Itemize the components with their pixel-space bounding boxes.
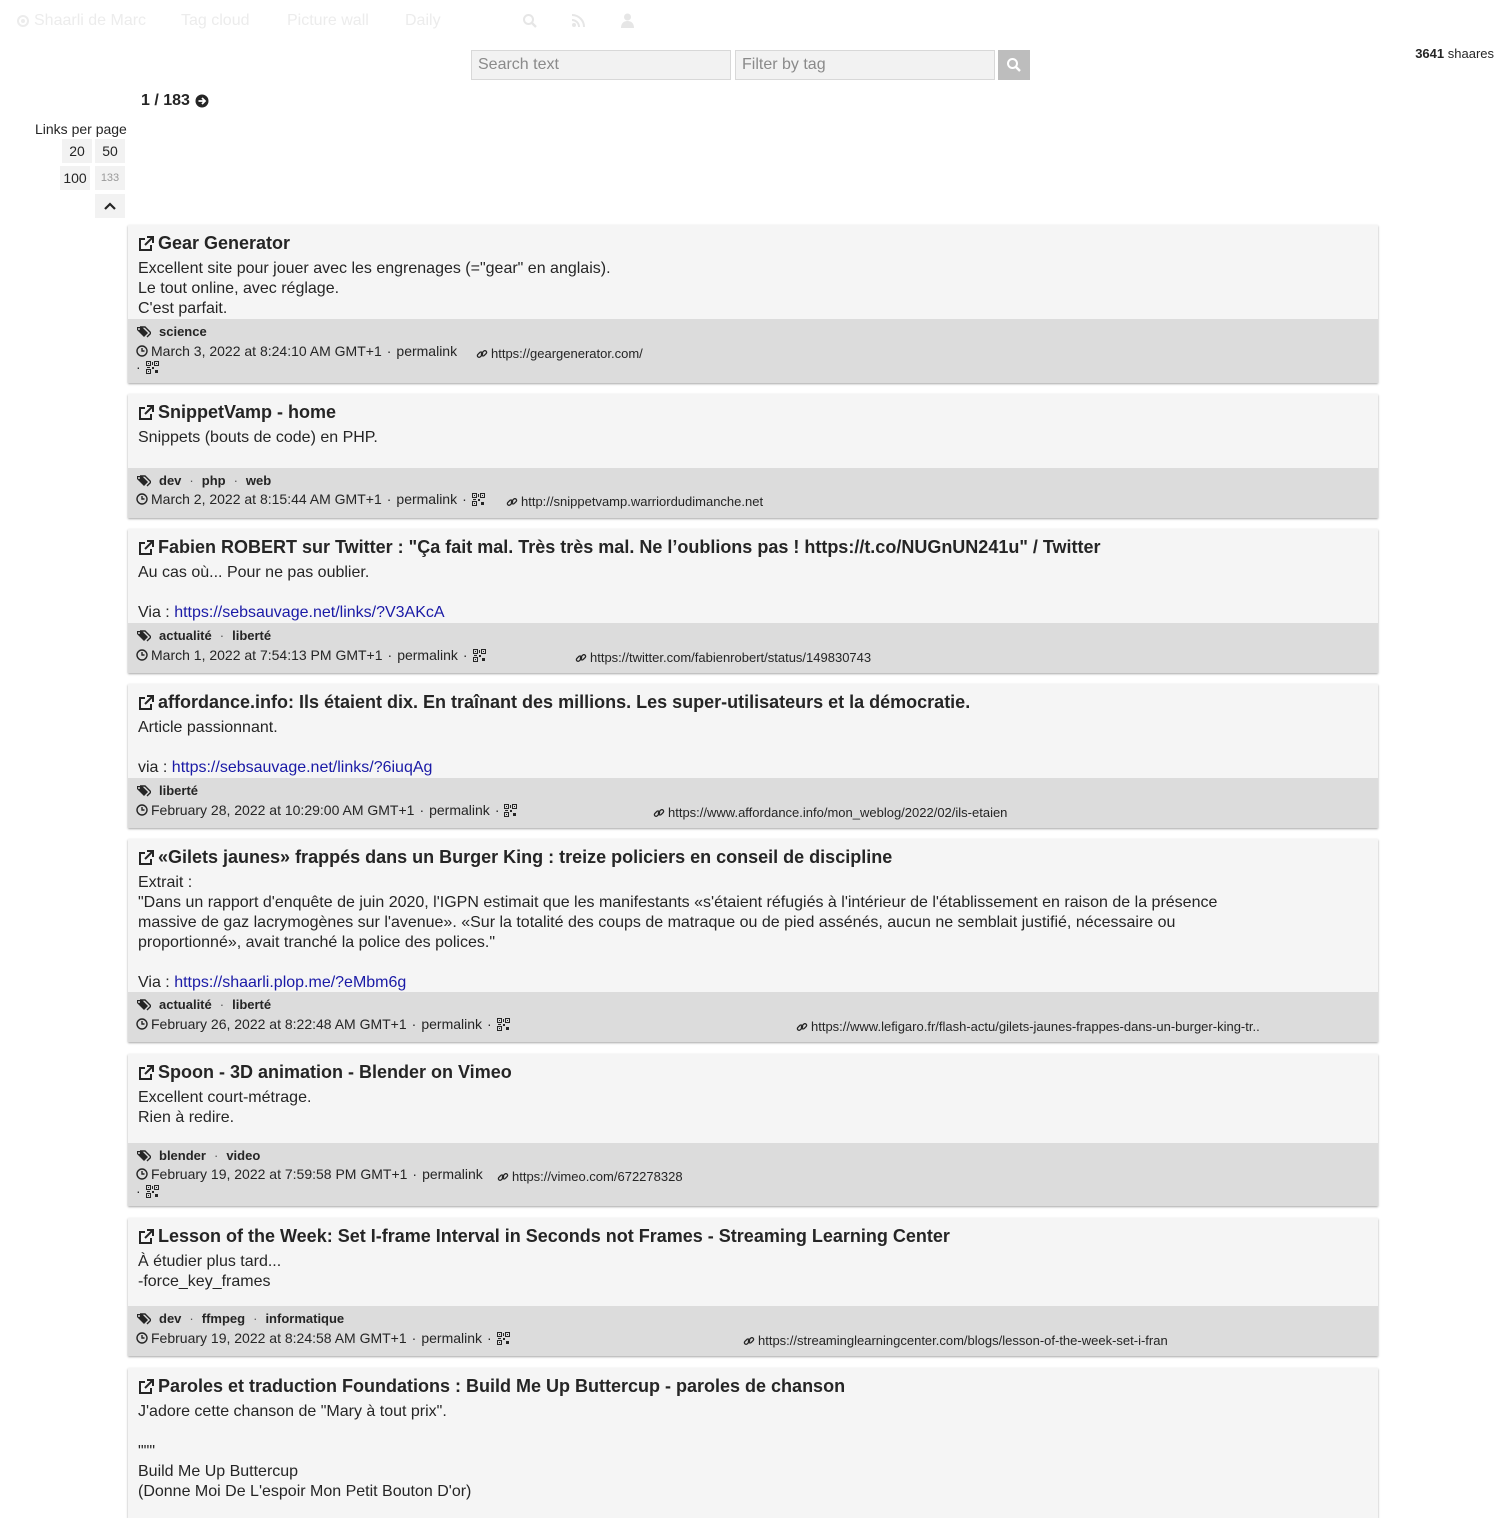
search-icon: [1006, 57, 1022, 73]
link-meta: [136, 1166, 483, 1182]
tag-separator: ·: [219, 997, 225, 1012]
link-footer: [128, 1306, 1378, 1356]
link-url-text[interactable]: https://geargenerator.com/: [491, 346, 643, 361]
tag-separator: ·: [253, 1311, 258, 1326]
link-url-text[interactable]: https://twitter.com/fabienrobert/status/149830743: [590, 650, 872, 665]
link-title[interactable]: [138, 537, 1101, 558]
tag-separator: ·: [189, 1311, 194, 1326]
shaare-count: [1415, 46, 1494, 61]
links-per-page-label: Links per page: [35, 121, 127, 137]
link-footer: [128, 319, 1378, 383]
description-line: [138, 738, 1238, 758]
tag-list: [136, 997, 271, 1012]
external-link-icon: [138, 405, 154, 421]
link-icon: [743, 1335, 755, 1347]
description-line: J'adore cette chanson de "Mary à tout prix".: [138, 1403, 447, 1420]
link-url[interactable]: [796, 1019, 1260, 1034]
via-label: Via :: [138, 974, 170, 991]
tag-icon: [136, 785, 151, 797]
meta-separator: ·: [462, 491, 467, 507]
link-description: [138, 1402, 1238, 1502]
link-description: [138, 428, 1238, 448]
qrcode-icon[interactable]: [473, 649, 486, 662]
tag-link[interactable]: actualité: [159, 628, 212, 643]
description-line: À étudier plus tard...: [138, 1253, 282, 1270]
link-card: [128, 1054, 1378, 1206]
meta-separator: ·: [411, 1330, 417, 1346]
link-url[interactable]: [743, 1333, 1168, 1348]
meta-separator: ·: [386, 343, 392, 359]
search-icon[interactable]: [522, 13, 538, 29]
chevron-up-icon: [104, 202, 116, 210]
description-line: (Donne Moi De L'espoir Mon Petit Bouton D'or): [138, 1483, 472, 1500]
qrcode-row: [136, 359, 159, 375]
nav-picture-wall[interactable]: Picture wall: [287, 12, 369, 29]
description-line: [138, 953, 1238, 973]
link-url[interactable]: [497, 1169, 683, 1184]
link-date: February 19, 2022 at 7:59:58 PM GMT+1: [151, 1166, 408, 1182]
tag-list: [136, 783, 198, 798]
link-card: [128, 1218, 1378, 1356]
link-card: [128, 839, 1378, 1042]
meta-separator: ·: [487, 1016, 492, 1032]
link-footer: [128, 778, 1378, 828]
description-line: "Dans un rapport d'enquête de juin 2020, l'IGPN estimait que les manifestants «s'étaient réfugiés à l'intérieur de l'établissement en raison de la présence: [138, 894, 1218, 911]
via-label: Via :: [138, 604, 170, 621]
via-link[interactable]: https://shaarli.plop.me/?eMbm6g: [174, 974, 407, 991]
link-date: March 1, 2022 at 7:54:13 PM GMT+1: [151, 647, 383, 663]
tag-icon: [136, 1150, 151, 1162]
link-title[interactable]: [138, 847, 892, 868]
link-card: [128, 225, 1378, 383]
clock-icon: [136, 804, 148, 816]
clock-icon: [136, 493, 148, 505]
link-meta: [136, 802, 517, 818]
permalink-link[interactable]: permalink: [421, 1016, 483, 1032]
link-description: [138, 1252, 1238, 1292]
qrcode-row: [136, 1183, 159, 1199]
permalink-link[interactable]: permalink: [429, 802, 490, 818]
meta-separator: ·: [386, 491, 392, 507]
link-url[interactable]: [575, 650, 871, 665]
shaare-count-number: 3641: [1415, 46, 1445, 61]
link-title-text[interactable]: Lesson of the Week: Set I-frame Interval in Seconds not Frames - Streaming Learning Center: [158, 1226, 950, 1246]
link-title-text[interactable]: Paroles et traduction Foundations : Build Me Up Buttercup - paroles de chanson: [158, 1376, 846, 1396]
link-date: March 2, 2022 at 8:15:44 AM GMT+1: [151, 491, 382, 507]
clock-icon: [136, 1332, 148, 1344]
tag-link[interactable]: web: [245, 473, 272, 488]
description-line: proportionné», avait tranché la police des polices.": [138, 934, 496, 951]
tag-link[interactable]: liberté: [232, 997, 272, 1012]
clock-icon: [136, 1168, 148, 1180]
meta-separator: ·: [411, 1016, 417, 1032]
external-link-icon: [138, 850, 154, 866]
via-line: [138, 758, 1238, 778]
link-card: [128, 394, 1378, 518]
description-line: C'est parfait.: [138, 300, 228, 317]
link-title-text[interactable]: Spoon - 3D animation - Blender on Vimeo: [158, 1062, 512, 1082]
link-title-text[interactable]: SnippetVamp - home: [158, 402, 337, 422]
brand-link[interactable]: [16, 12, 146, 30]
link-title-text[interactable]: affordance.info: Ils étaient dix. En traînant des millions. Les super-utilisateurs et la démocratie.: [158, 692, 971, 712]
link-url-text[interactable]: http://snippetvamp.warriordudimanche.net: [521, 494, 764, 509]
user-icon[interactable]: [621, 13, 634, 28]
tag-separator: ·: [189, 473, 194, 488]
link-title[interactable]: [138, 1226, 950, 1247]
permalink-link[interactable]: permalink: [397, 647, 458, 663]
clock-icon: [136, 649, 148, 661]
external-link-icon: [138, 540, 154, 556]
description-line: """: [138, 1443, 156, 1460]
link-footer: [128, 1143, 1378, 1206]
link-card: [128, 1368, 1378, 1518]
link-icon: [653, 807, 665, 819]
top-nav: [0, 0, 1500, 44]
qrcode-icon[interactable]: [472, 493, 485, 506]
link-title-text[interactable]: Fabien ROBERT sur Twitter : "Ça fait mal. Très très mal. Ne l’oublions pas ! https://t.co/NUGnUN241u" / Twitter: [158, 537, 1101, 557]
tag-link[interactable]: science: [159, 324, 207, 339]
meta-separator: ·: [387, 647, 393, 663]
search-submit-button[interactable]: [998, 50, 1030, 80]
link-description: [138, 873, 1238, 993]
tag-link[interactable]: dev: [159, 1311, 182, 1326]
link-footer: [128, 623, 1378, 673]
external-link-icon: [138, 1065, 154, 1081]
description-line: Article passionnant.: [138, 719, 278, 736]
next-page-icon[interactable]: [195, 94, 209, 108]
via-line: [138, 973, 1238, 993]
link-date: February 26, 2022 at 8:22:48 AM GMT+1: [151, 1016, 407, 1032]
tag-link[interactable]: liberté: [159, 783, 199, 798]
tag-separator: ·: [233, 473, 238, 488]
description-line: [138, 1422, 1238, 1442]
tag-icon: [136, 630, 151, 642]
collapse-toggle-button[interactable]: [95, 194, 125, 218]
tag-list: [136, 1311, 344, 1326]
tag-icon: [136, 475, 151, 487]
link-url[interactable]: [653, 805, 1007, 820]
brand-label: Shaarli de Marc: [34, 12, 147, 29]
permalink-link[interactable]: permalink: [396, 491, 458, 507]
link-icon: [575, 652, 587, 664]
filter-tag-input[interactable]: [735, 50, 995, 80]
tag-list: [136, 1148, 260, 1163]
description-line: [138, 583, 1238, 603]
tag-list: [136, 628, 271, 643]
qrcode-icon[interactable]: [146, 361, 159, 374]
pagination: [141, 92, 209, 110]
link-description: [138, 563, 1238, 623]
via-line: [138, 603, 1238, 623]
meta-separator: ·: [136, 359, 141, 375]
links-per-page-20[interactable]: 20: [62, 139, 92, 163]
link-url-text[interactable]: https://www.affordance.info/mon_weblog/2022/02/ils-etaien: [668, 805, 1008, 820]
clock-icon: [136, 345, 148, 357]
meta-separator: ·: [136, 1183, 141, 1199]
external-link-icon: [138, 1229, 154, 1245]
description-line: Snippets (bouts de code) en PHP.: [138, 429, 378, 446]
links-per-page-100[interactable]: 100: [60, 166, 90, 190]
link-url[interactable]: [476, 346, 643, 361]
description-line: Le tout online, avec réglage.: [138, 280, 340, 297]
page-indicator: 1 / 183: [141, 92, 190, 109]
links-per-page-custom[interactable]: 133: [95, 166, 125, 190]
link-meta: [136, 647, 486, 663]
permalink-link[interactable]: permalink: [422, 1166, 483, 1182]
description-line: Au cas où... Pour ne pas oublier.: [138, 564, 370, 581]
link-title[interactable]: [138, 233, 290, 254]
link-date: February 28, 2022 at 10:29:00 AM GMT+1: [151, 802, 415, 818]
description-line: Build Me Up Buttercup: [138, 1463, 299, 1480]
link-description: [138, 1088, 1238, 1128]
tag-list: [136, 473, 271, 488]
link-description: [138, 718, 1238, 778]
link-description: [138, 259, 1238, 319]
external-link-icon: [138, 1379, 154, 1395]
link-url-text[interactable]: https://www.lefigaro.fr/flash-actu/gilets-jaunes-frappes-dans-un-burger-king-tr..: [811, 1019, 1260, 1034]
external-link-icon: [138, 236, 154, 252]
shaare-count-label: shaares: [1447, 46, 1494, 61]
description-line: Extrait :: [138, 874, 193, 891]
link-icon: [796, 1021, 808, 1033]
tag-link[interactable]: liberté: [232, 628, 272, 643]
link-card: [128, 684, 1378, 828]
tag-icon: [136, 326, 151, 338]
link-title-text[interactable]: Gear Generator: [158, 233, 291, 253]
nav-tag-cloud[interactable]: Tag cloud: [181, 12, 250, 29]
link-meta: [136, 1330, 510, 1346]
meta-separator: ·: [494, 802, 500, 818]
qrcode-icon[interactable]: [497, 1018, 510, 1031]
link-date: February 19, 2022 at 8:24:58 AM GMT+1: [151, 1330, 407, 1346]
tag-list: [136, 324, 207, 339]
shaarli-logo-icon: [16, 14, 30, 28]
permalink-link[interactable]: permalink: [396, 343, 458, 359]
nav-daily[interactable]: Daily: [405, 12, 441, 29]
link-title[interactable]: [138, 692, 970, 713]
link-date: March 3, 2022 at 8:24:10 AM GMT+1: [151, 343, 382, 359]
tag-separator: ·: [219, 628, 225, 643]
permalink-link[interactable]: permalink: [421, 1330, 483, 1346]
tag-link[interactable]: dev: [159, 473, 182, 488]
clock-icon: [136, 1018, 148, 1030]
link-icon: [506, 496, 518, 508]
description-line: Excellent court-métrage.: [138, 1089, 312, 1106]
link-meta: [136, 343, 457, 359]
tag-link[interactable]: ffmpeg: [201, 1311, 246, 1326]
qrcode-icon[interactable]: [497, 1332, 510, 1345]
via-link[interactable]: https://sebsauvage.net/links/?V3AKcA: [174, 604, 445, 621]
search-text-input[interactable]: [471, 50, 731, 80]
qrcode-icon[interactable]: [504, 804, 517, 817]
meta-separator: ·: [419, 802, 425, 818]
link-title[interactable]: [138, 1062, 512, 1083]
tag-icon: [136, 1313, 151, 1325]
link-card: [128, 529, 1378, 673]
meta-separator: ·: [487, 1330, 492, 1346]
tag-link[interactable]: blender: [159, 1148, 206, 1163]
rss-icon[interactable]: [571, 13, 586, 28]
link-title-text[interactable]: «Gilets jaunes» frappés dans un Burger King : treize policiers en conseil de discipline: [158, 847, 893, 867]
link-footer: [128, 992, 1378, 1042]
links-per-page-50[interactable]: 50: [95, 139, 125, 163]
tag-link[interactable]: php: [201, 473, 226, 488]
via-link[interactable]: https://sebsauvage.net/links/?6iuqAg: [171, 759, 433, 776]
tag-link[interactable]: video: [226, 1148, 261, 1163]
description-line: Excellent site pour jouer avec les engrenages (="gear" en anglais).: [138, 260, 611, 277]
tag-link[interactable]: actualité: [159, 997, 212, 1012]
qrcode-icon[interactable]: [146, 1185, 159, 1198]
link-footer: [128, 468, 1378, 518]
link-meta: [136, 1016, 510, 1032]
link-icon: [476, 348, 488, 360]
link-meta: [136, 491, 485, 507]
tag-link[interactable]: informatique: [265, 1311, 345, 1326]
link-icon: [497, 1171, 509, 1183]
link-url-text[interactable]: https://vimeo.com/672278328: [512, 1169, 683, 1184]
link-url[interactable]: [506, 494, 763, 509]
tag-separator: ·: [213, 1148, 219, 1163]
link-title[interactable]: [138, 1376, 845, 1397]
external-link-icon: [138, 695, 154, 711]
description-line: massive de gaz lacrymogènes sur l'avenue». «Sur la totalité des coups de matraque ou de pied assénés, aucun ne semblait justifié, nécessaire ou: [138, 914, 1176, 931]
link-url-text[interactable]: https://streaminglearningcenter.com/blogs/lesson-of-the-week-set-i-fran: [758, 1333, 1168, 1348]
description-line: Rien à redire.: [138, 1109, 235, 1126]
via-label: via :: [138, 759, 168, 776]
description-line: -force_key_frames: [138, 1273, 271, 1290]
link-title[interactable]: [138, 402, 336, 423]
meta-separator: ·: [412, 1166, 418, 1182]
meta-separator: ·: [462, 647, 468, 663]
tag-icon: [136, 999, 151, 1011]
